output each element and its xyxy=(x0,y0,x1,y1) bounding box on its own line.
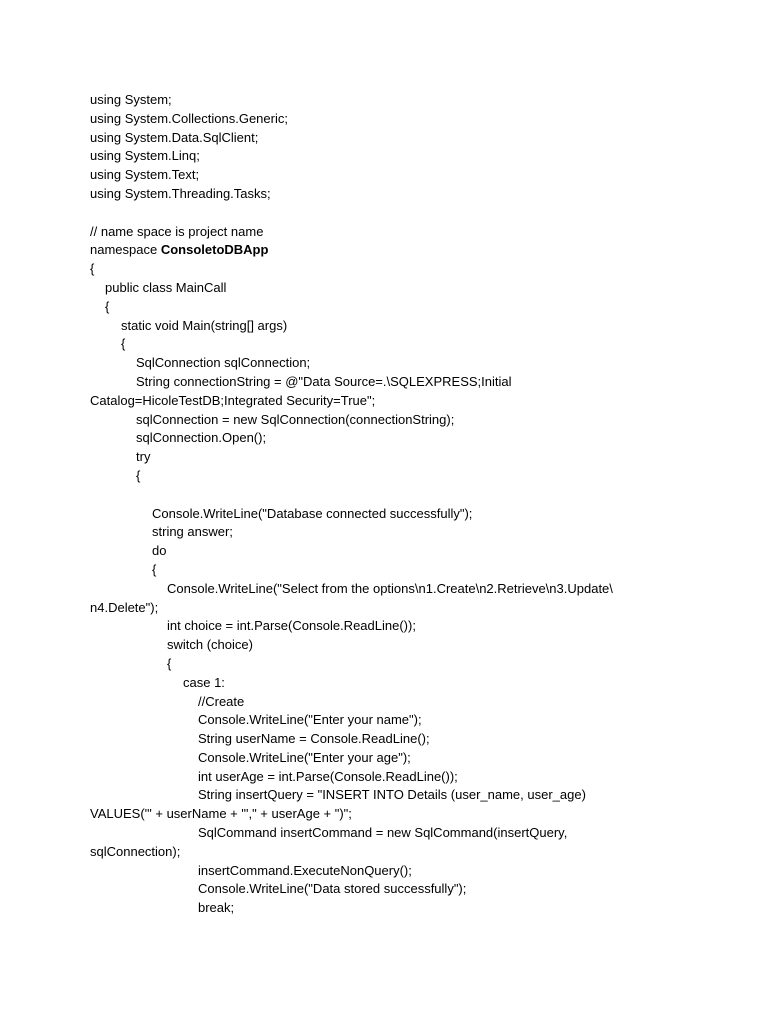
code-line: String userName = Console.ReadLine(); xyxy=(198,731,430,747)
namespace-name: ConsoletoDBApp xyxy=(160,242,269,258)
code-line: SqlCommand insertCommand = new SqlCommand(insertQuery, xyxy=(198,825,568,841)
code-line: static void Main(string[] args) xyxy=(121,317,288,333)
code-line: try xyxy=(136,449,151,465)
code-line: { xyxy=(90,261,95,277)
code-line-wrap: sqlConnection); xyxy=(90,843,181,859)
code-comment: // name space is project name xyxy=(90,223,264,239)
code-line: string answer; xyxy=(152,524,233,540)
code-line: String connectionString = @"Data Source=.\SQLEXPRESS;Initial xyxy=(136,373,512,389)
namespace-keyword: namespace xyxy=(90,242,161,258)
code-listing xyxy=(90,91,690,918)
code-line: break; xyxy=(198,900,235,916)
code-line: do xyxy=(152,543,167,559)
code-line: Console.WriteLine("Enter your name"); xyxy=(198,712,422,728)
code-line: insertCommand.ExecuteNonQuery(); xyxy=(198,862,412,878)
code-line: String insertQuery = "INSERT INTO Details (user_name, user_age) xyxy=(198,787,586,803)
code-line: using System.Data.SqlClient; xyxy=(90,129,259,145)
code-line: { xyxy=(167,655,172,671)
code-line: switch (choice) xyxy=(167,637,253,653)
code-line-wrap: n4.Delete"); xyxy=(90,599,159,615)
code-line: int userAge = int.Parse(Console.ReadLine()); xyxy=(198,768,458,784)
code-line: { xyxy=(152,561,157,577)
code-line: Console.WriteLine("Enter your age"); xyxy=(198,749,411,765)
code-line: using System.Linq; xyxy=(90,148,200,164)
code-line: Console.WriteLine("Select from the options\n1.Create\n2.Retrieve\n3.Update\ xyxy=(167,580,613,596)
code-line: using System.Collections.Generic; xyxy=(90,110,288,126)
code-line: sqlConnection = new SqlConnection(connectionString); xyxy=(136,411,455,427)
code-line: sqlConnection.Open(); xyxy=(136,430,267,446)
blank-line xyxy=(90,204,690,223)
code-line: { xyxy=(136,467,141,483)
code-line: Console.WriteLine("Data stored successfully"); xyxy=(198,881,467,897)
code-line: { xyxy=(121,336,126,352)
code-line: SqlConnection sqlConnection; xyxy=(136,355,311,371)
code-line: int choice = int.Parse(Console.ReadLine()); xyxy=(167,618,416,634)
namespace-line xyxy=(90,241,690,260)
code-line: public class MainCall xyxy=(105,279,227,295)
code-line: Console.WriteLine("Database connected successfully"); xyxy=(152,505,473,521)
blank-line xyxy=(90,486,690,505)
code-comment: //Create xyxy=(198,693,245,709)
code-line: { xyxy=(105,298,110,314)
code-line-wrap: Catalog=HicoleTestDB;Integrated Security=True"; xyxy=(90,392,376,408)
code-line: using System; xyxy=(90,92,172,107)
code-line: case 1: xyxy=(183,674,225,690)
code-line: using System.Text; xyxy=(90,167,200,183)
code-line-wrap: VALUES('" + userName + "'," + userAge + ")"; xyxy=(90,806,352,822)
code-line: using System.Threading.Tasks; xyxy=(90,185,271,201)
